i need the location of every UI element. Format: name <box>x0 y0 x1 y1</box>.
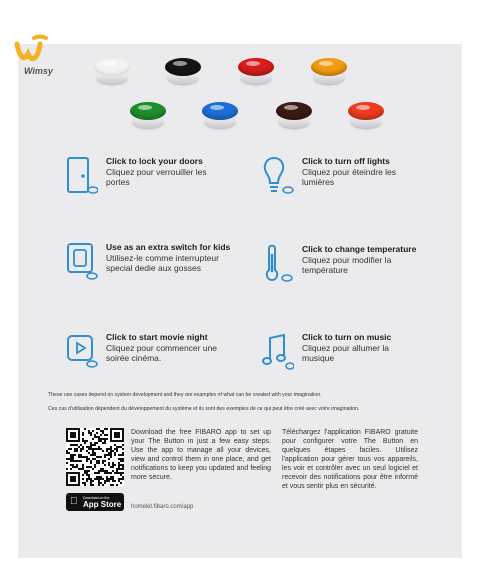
download-text-en: Download the free FIBARO app to set up your The Button in just a few easy steps. Use the app to manage all your devices, view and control them in one place, and get notifications to keep you updated and feeling more secure. <box>131 429 271 481</box>
light-bulb-icon <box>262 156 294 196</box>
feature-subtitle: Utilisez-le comme interrupteur special dedie aux gosses <box>106 253 219 273</box>
door-icon <box>66 156 98 196</box>
button-device-1 <box>92 58 132 88</box>
disclaimer-fr: Ces cas d'utilisation dépendent du développement du système et ils sont des exemples de ce qui peut être créé avec votre imagination. <box>48 406 360 412</box>
music-note-icon <box>262 332 294 372</box>
feature-subtitle: Cliquez pour commencer une soirée cinéma. <box>106 343 218 363</box>
feature-title: Click to change temperature <box>302 244 417 254</box>
feature-subtitle: Cliquez pour verrouiller les portes <box>106 167 207 187</box>
thermometer-icon <box>262 244 294 284</box>
qr-code <box>66 428 124 486</box>
feature-title: Click to turn on music <box>302 332 392 342</box>
button-device-4 <box>309 58 349 88</box>
feature-title: Click to turn off lights <box>302 156 390 166</box>
logo-text: Wimsy <box>24 66 53 76</box>
feature-subtitle: Cliquez pour allumer la musique <box>302 343 389 363</box>
app-url[interactable]: homekit.fibaro.com/app <box>131 504 194 510</box>
app-store-line1: Download on the <box>83 496 110 500</box>
feature-subtitle: Cliquez pour modifier la température <box>302 255 392 275</box>
app-store-badge[interactable] <box>66 493 124 511</box>
button-device-8 <box>346 102 386 132</box>
app-store-line2: App Store <box>83 500 122 509</box>
button-device-7 <box>274 102 314 132</box>
feature-subtitle: Cliquez pour éteindre les lumières <box>302 167 397 187</box>
button-device-3 <box>236 58 276 88</box>
disclaimer-en: These use cases depend on system development and they are examples of what can be created with your imagination. <box>48 392 322 398</box>
feature-title: Click to lock your doors <box>106 156 203 166</box>
button-device-5 <box>128 102 168 132</box>
feature-title: Click to start movie night <box>106 332 208 342</box>
wall-switch-icon <box>66 242 98 282</box>
feature-title: Use as an extra switch for kids <box>106 242 231 252</box>
button-device-2 <box>163 58 203 88</box>
download-text-fr: Téléchargez l'application FIBARO gratuite pour configurer votre The Button en quelques étapes faciles. Utilisez l'application pour gérer tous vos appareils, les voir et contrôler avec un seul logiciel et recevoir des notifications pour être informé et vous sentir plus en sécurité. <box>282 429 418 490</box>
button-device-6 <box>200 102 240 132</box>
tv-play-icon <box>66 332 98 372</box>
apple-icon <box>70 496 78 508</box>
